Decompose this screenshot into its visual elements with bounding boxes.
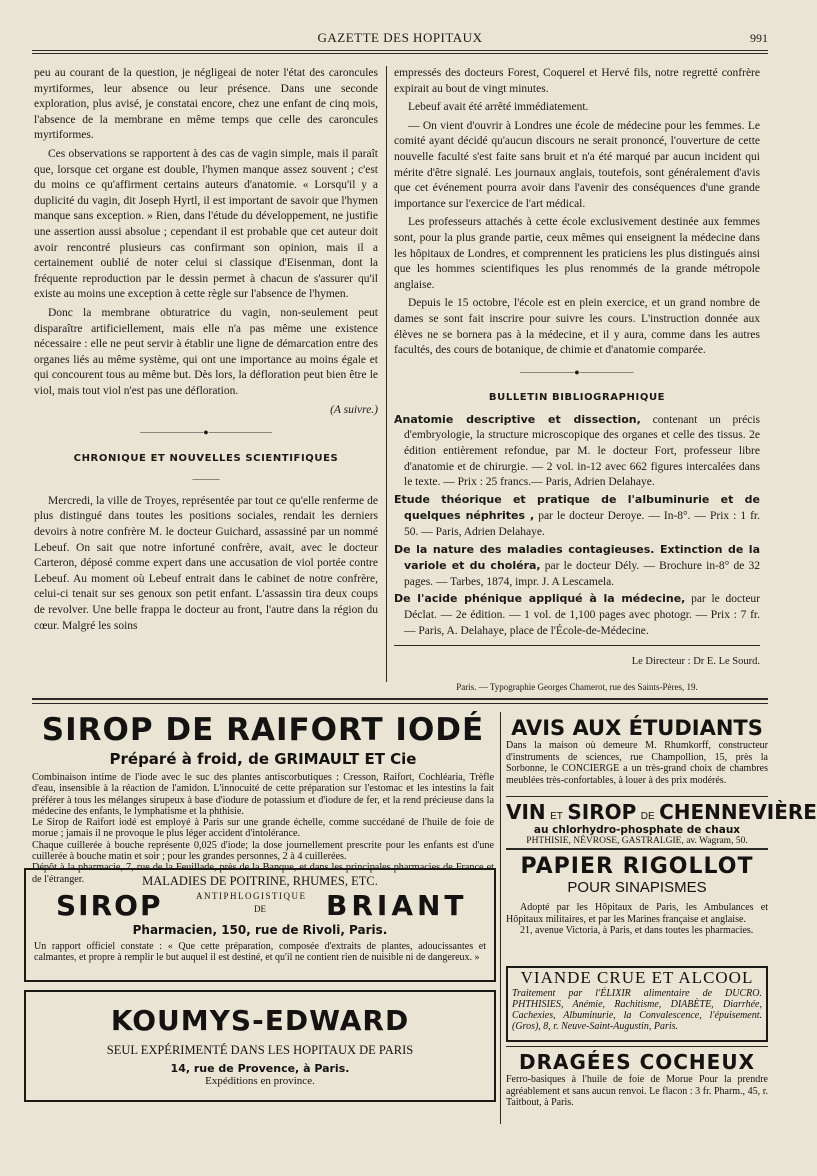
ad-dragees [506,1050,768,1109]
avis-title: AVIS AUX ÉTUDIANTS [511,716,763,740]
printer-line: Paris. — Typographie Georges Chamerot, rue des Saints-Pères, 19. [456,681,698,692]
article-paragraph: Lebeuf avait été arrêté immédiatement. [408,101,589,114]
koumys-line2: 14, rue de Provence, à Paris. [170,1062,350,1075]
article-paragraph: peu au courant de la question, je négligeai de noter l'état des caroncules myrtiformes, leur absence ou leur présence. Dans une seconde exploration, plus avisé, je constatai encore, chez une enfant de cinq mois, l'absence de la membrane en même temps que celle des caroncules myrtiformes. [34,67,378,142]
dragees-body: Ferro-basiques à l'huile de foie de Morue Pour la prendre agréablement et sans aucun renvoi. Le flacon : 3 fr. Pharm., 45, r. Taitbout, à Paris. [506,1074,768,1108]
briant-body: Un rapport officiel constate : « Que cette préparation, composée d'extraits de plantes, adoucissantes et calmantes, et propre à remplir le but auquel il est destiné, et qu'il ne contient rien de nuisible ni de dangereux. » [34,941,486,963]
avis-body: Dans la maison où demeure M. Rhumkorff, constructeur d'instruments de sciences, rue Champollion, 15, près la Sorbonne, le CONCIERGE a un très-grand choix de chambres meublées très-confortables, à louer à des prix modérés. [506,740,768,786]
page-header-title: GAZETTE DES HOPITAUX [317,30,483,45]
ads-top-rule [32,698,768,700]
koumys-line1: SEUL EXPÉRIMENTÉ DANS LES HOPITAUX DE PARIS [106,1043,414,1057]
koumys-title: KOUMYS-EDWARD [110,1004,410,1037]
koumys-line3: Expéditions en province. [205,1075,315,1087]
ad-rule [506,796,768,797]
ad-avis [506,716,768,786]
sign-rule [394,645,760,646]
header-rule-2 [32,53,768,54]
article-paragraph: Donc la membrane obturatrice du vagin, non-seulement peut disparaître artificiellement, mais elle n'a pas même une existence nécessaire : elle ne peut servir à établir une ligne de démarcation entre des organes liés au même système, qui ont une importance au moins égale et qui concourent tous au même but. Dès lors, la défloration peut bien être le viol, mais tout viol n'est pas une défloration. [34,306,378,397]
rigollot-addr: 21, avenue Victoria, à Paris, et dans toutes les pharmacies. [520,925,754,936]
briant-address: Pharmacien, 150, rue de Rivoli, Paris. [132,923,388,937]
ad-rule [506,1046,768,1047]
ad-rigollot [506,854,768,937]
briant-name: BRIANT [326,889,468,922]
ornament-divider: ———————●——————— [140,427,272,438]
ad-chenneviere [506,800,817,846]
biblio-entry: De la nature des maladies contagieuses. Extinction de la variole et du choléra, par le docteur Dély. — Brochure in-8° de 32 pages. — Tarbes, 1874, impr. J. A Lescamela. [394,542,760,588]
chenneviere-line: PHTHISIE, NÉVROSE, GASTRALGIE, av. Wagram, 50. [526,836,748,846]
briant-top: MALADIES DE POITRINE, RHUMES, ETC. [142,874,378,888]
briant-sirop: SIROP [56,889,163,922]
rigollot-body: Adopté par les Hôpitaux de Paris, les Ambulances et Hôpitaux militaires, et par les Marines française et anglaise. [506,902,768,925]
rigollot-title: PAPIER RIGOLLOT [520,854,754,879]
ad-rule [506,848,768,850]
rigollot-sub: POUR SINAPISMES [567,879,707,896]
briant-de: DE [254,904,266,914]
article-paragraph: Ces observations se rapportent à des cas de vagin simple, mais il paraît que, lorsque cet organe est double, l'hymen manque assez souvent ; c'est du moins ce qu'affirment certains auteurs d'anatomie. « Lorsqu'il y a duplicité du vagin, dit Joseph Hyrtl, il est important de savoir que l'hymen manque sans exception. » Rien, dans l'étude du développement, ne justifie une assertion aussi absolue ; cependant il est probable que cet auteur doit avoir rencontré plusieurs cas confirmant son opinion, mais il a certainement oublié de noter celui si classique d'Eisenman, dont la fréquente reproduction par le dessin permet à chacun de s'assurer qu'il existe au moins une exception à cette règle sur l'absence de l'hymen. [34,147,378,301]
bibliography-list [394,412,760,639]
article-paragraph: Depuis le 15 octobre, l'école est en plein exercice, et un grand nombre de dames se sont fait inscrire pour suivre les cours. L'instruction donnée aux élèves ne se bornera pas à la médecine, et il y aura, comme dans les autres facultés, des cours de botanique, de chimie et d'anatomie comparée. [394,297,760,357]
chenneviere-sub: au chlorhydro-phosphate de chaux [533,824,741,836]
left-column [34,66,378,637]
article-paragraph: Les professeurs attachés à cette école exclusivement destinée aux femmes sont, pour la plus grande partie, ceux mêmes qui enseignent la médecine dans les hôpitaux de Londres, et comprennent les praticiens les plus distingués ainsi que les hommes scientifiques les plus renommés de la grande métropole anglaise. [394,216,760,291]
right-column [394,66,760,695]
article-paragraph: — On vient d'ouvrir à Londres une école de médecine pour les femmes. Le comité ayant décidé qu'aucun discours ne serait prononcé, l'ouverture de cette nouvelle faculté s'est faite sans bruit et n'a été marqué par aucun incident qui mérite d'être signalé. Les journaux anglais, toutefois, sont généralement d'avis que cet événement pourra avoir dans l'avenir des conséquences d'une grande importance sur l'exercice de l'art médical. [394,119,760,210]
ad-viande [506,966,768,1042]
short-divider: ——— [192,474,220,485]
raifort-title: SIROP DE RAIFORT IODÉ [41,712,485,748]
ad-raifort [32,712,494,885]
raifort-body: Combinaison intime de l'iode avec le suc des plantes antiscorbutiques : Cresson, Raifort, Cochléaria, Trèfle d'eau, insensible à la réaction de l'amidon. L'innocuité de cette préparation sur l'estomac et les intestins la fait préférer à tous les mélanges sirupeux à base d'iodure de potassium et d'iodure de fer, et la rend précieuse dans la médecine des enfants, le lymphatisme et la phthisie. Le Sirop de Raifort iodé est employé à Paris sur une grande échelle, comme succédané de l'huile de foie de morue ; jamais il ne provoque le plus léger accident d'intolérance. Chaque cuillerée à bouche représente 0,025 d'iode; la dose journellement prescrite pour les enfants est d'une cuillerée à bouche matin et soir ; pour les grandes personnes, 2 à 4 cuillerées. Dépôt à la pharmacie, 7, rue de la Feuillade, près de la Banque, et dans les principales pharmacies de France et de l'étranger. [32,772,494,885]
directeur-signature: Le Directeur : Dr E. Le Sourd. [631,656,760,668]
ornament-divider: ——————●—————— [520,366,634,377]
ad-briant [24,868,496,982]
raifort-subtitle: Préparé à froid, de GRIMAULT ET Cie [109,750,417,768]
ad-koumys [24,990,496,1102]
header-rule [32,50,768,51]
biblio-entry: Etude théorique et pratique de l'albuminurie et de quelques néphrites , par le docteur Deroye. — In-8°. — Prix : 1 fr. 50. — Paris, Adrien Delahaye. [394,492,760,539]
briant-antiphlo: ANTIPHLOGISTIQUE [196,891,307,901]
chronique-paragraph: Mercredi, la ville de Troyes, représentée par tout ce qu'elle renferme de plus distingué dans toutes les positions sociales, rendait les derniers devoirs à notre confrère M. le docteur Guichard, assassiné par un nommé Lebeuf. On sait que notre infortuné confrère, avait, avec le docteur Carteron, déposé comme expert dans une accusation de viol portée contre Lebeuf. Au moment où Lebeuf entrait dans le cabinet de notre confrère, celui-ci tenait sur ses genoux son petit enfant. L'assassin tira deux coups de revolver. Une belle frappa le docteur au front, l'autre dans la région du cœur. Malgré les soins [34,494,378,632]
biblio-entry: Anatomie descriptive et dissection, contenant un précis d'embryologie, la structure microscopique des organes et celle des tissus. 2e édition entièrement refondue, par M. le docteur Fort, professeur libre d'anatomie et de chirurgie. — 2 vol. in-12 avec 662 figures intercalées dans le texte. — Prix : 25 francs.— Paris, Adrien Delahaye. [394,412,760,489]
ads-divider [500,712,501,1124]
briant-title-row [26,889,494,923]
dragees-title: DRAGÉES COCHEUX [518,1050,755,1074]
chenneviere-title: VIN ET SIROP DE CHENNEVIÈRE [506,800,817,824]
article-paragraph: empressés des docteurs Forest, Coquerel et Hervé fils, notre regretté confrère expirait au bout de vingt minutes. [394,67,760,95]
ads-top-rule-2 [32,703,768,704]
page-number: 991 [750,31,768,45]
viande-body: Traitement par l'ÉLIXIR alimentaire de DUCRO. PHTHISIES, Anémie, Rachitisme, DIABÈTE, Diarrhée, Cachexies, Albuminurie, la Convalescence, l'épuisement. (Gros), 8, r. Neuve-Saint-Augustin, Paris. [512,988,762,1032]
chronique-heading: CHRONIQUE ET NOUVELLES SCIENTIFIQUES [73,452,339,464]
biblio-entry: De l'acide phénique appliqué à la médecine, par le docteur Déclat. — 2e édition. — 1 vol. de 1,100 pages avec photogr. — Prix : 7 fr. — Paris, A. Delahaye, place de l'École-de-Médecine. [394,592,761,637]
column-divider [386,66,387,682]
bulletin-heading: BULLETIN BIBLIOGRAPHIQUE [488,392,666,404]
viande-title: VIANDE CRUE ET ALCOOL [520,968,754,987]
to-be-continued: (A suivre.) [330,404,378,417]
